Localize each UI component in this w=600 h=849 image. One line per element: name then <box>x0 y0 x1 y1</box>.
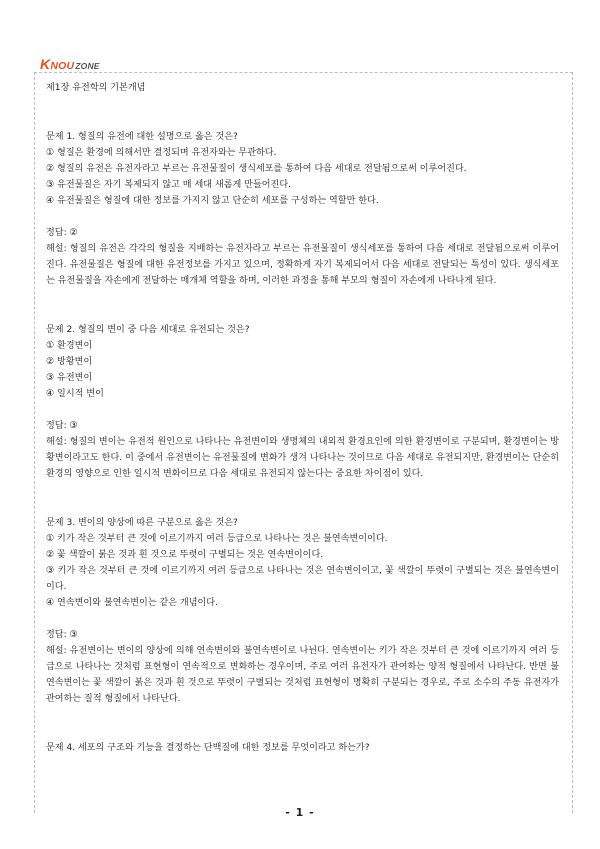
chapter-title: 제1장 유전학의 기본개념 <box>46 83 146 93</box>
question-2-answer: 정답: ③ <box>46 421 78 431</box>
question-3-option-3: ③ 키가 작은 것부터 큰 것에 이르기까지 여러 등급으로 나타나는 것은 연속변이이고, 꽃 색깔이 뚜렷이 구별되는 것은 불연속변이이다. <box>46 566 559 592</box>
question-4-title: 문제 4. 세포의 구조와 기능을 결정하는 단백질에 대한 정보를 무엇이라고 하는가? <box>46 743 370 753</box>
question-1-option-1: ① 형질은 환경에 의해서만 결정되며 유전자와는 무관하다. <box>46 148 277 158</box>
question-3-explanation: 해설: 유전변이는 변이의 양상에 의해 연속변이와 불연속변이로 나뉜다. 연속변이는 키가 작은 것부터 큰 것에 이르기까지 여러 등급으로 나타나는 것처럼 표현형이 연속적으로 변화하는 경우이며, 주로 여러 유전자가 관여하는 양적 형질에서 나타난다. 반면 불연속변이는 꽃 색깔이 붉은 것과 흰 것으로 뚜렷이 구별되는 것처럼 표현형이 명확히 구분되는 경우로, 주로 소수의 주동 유전자가 관여하는 질적 형질에서 나타난다. <box>46 646 559 704</box>
logo-k: K <box>40 56 51 72</box>
page-number: - 1 - <box>285 806 315 819</box>
question-1-explanation: 해설: 형질의 유전은 각각의 형질을 지배하는 유전자라고 부르는 유전물질이 생식세포를 통하여 다음 세대로 전달됨으로써 이루어진다. 유전물질은 형질에 대한 유전정보를 가지고 있으며, 정확하게 자기 복제되어서 다음 세대로 전달되는 특성이 있다. 생식세포는 유전물질을 자손에게 전달하는 매개체 역할을 하며, 이러한 과정을 통해 부모의 형질이 자손에게 나타나게 된다. <box>46 244 559 286</box>
question-2-option-4: ④ 일시적 변이 <box>46 389 104 399</box>
question-2-explanation: 해설: 형질의 변이는 유전적 원인으로 나타나는 유전변이와 생명체의 내외적 환경요인에 의한 환경변이로 구분되며, 환경변이는 방황변이라고도 한다. 이 중에서 유전변이는 유전물질에 변화가 생겨 나타나는 것이므로 다음 세대로 유전되지만, 환경변이는 단순히 환경의 영향으로 인한 일시적 변화이므로 다음 세대로 유전되지 않는다는 중요한 차이점이 있다. <box>46 437 559 479</box>
question-1-option-3: ③ 유전물질은 자기 복제되지 않고 매 세대 새롭게 만들어진다. <box>46 180 291 190</box>
logo-zone: ZONE <box>75 61 100 71</box>
question-3-option-1: ① 키가 작은 것부터 큰 것에 이르기까지 여러 등급으로 나타나는 것은 불연속변이이다. <box>46 534 388 544</box>
question-2-option-1: ① 환경변이 <box>46 341 93 351</box>
question-1-option-2: ② 형질의 유전은 유전자라고 부르는 유전물질이 생식세포를 통하여 다음 세대로 전달됨으로써 이루어진다. <box>46 164 467 174</box>
logo-nou: NOU <box>50 60 75 72</box>
question-3-option-2: ② 꽃 색깔이 붉은 것과 흰 것으로 뚜렷이 구별되는 것은 연속변이이다. <box>46 550 324 560</box>
question-3-answer: 정답: ③ <box>46 630 78 640</box>
question-2-option-3: ③ 유전변이 <box>46 373 93 383</box>
question-1-option-4: ④ 유전물질은 형질에 대한 정보를 가지지 않고 단순히 세포를 구성하는 역할만 한다. <box>46 196 379 206</box>
question-1-title: 문제 1. 형질의 유전에 대한 설명으로 옳은 것은? <box>46 132 238 142</box>
question-1-answer: 정답: ② <box>46 228 78 238</box>
question-2-title: 문제 2. 형질의 변이 중 다음 세대로 유전되는 것은? <box>46 325 250 335</box>
knouzone-logo <box>40 56 100 70</box>
question-2-option-2: ② 방황변이 <box>46 357 93 367</box>
question-3-title: 문제 3. 변이의 양상에 따른 구분으로 옳은 것은? <box>46 518 238 528</box>
question-3-option-4: ④ 연속변이와 불연속변이는 같은 개념이다. <box>46 598 218 608</box>
page-content <box>46 80 559 756</box>
